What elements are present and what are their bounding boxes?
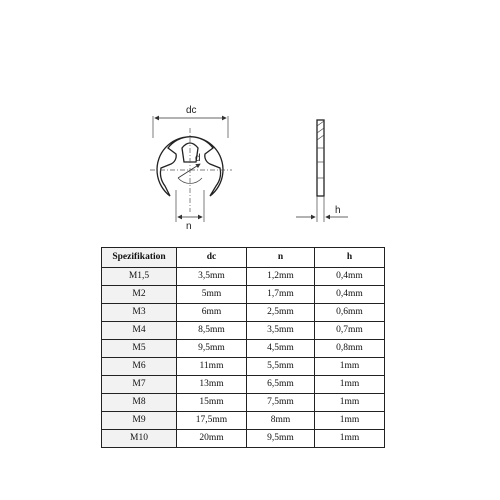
cell-h: 1mm	[315, 376, 385, 394]
cell-h: 1mm	[315, 412, 385, 430]
cell-spec: M5	[102, 340, 177, 358]
cell-dc: 15mm	[177, 394, 247, 412]
cell-spec: M9	[102, 412, 177, 430]
cell-dc: 13mm	[177, 376, 247, 394]
hatching-top	[317, 121, 324, 140]
e-clip-side-view	[296, 120, 348, 222]
cell-dc: 17,5mm	[177, 412, 247, 430]
header-h: h	[315, 248, 385, 268]
table-row	[102, 412, 385, 430]
cell-spec: M6	[102, 358, 177, 376]
cell-n: 8mm	[247, 412, 315, 430]
cell-h: 1mm	[315, 394, 385, 412]
cell-n: 9,5mm	[247, 430, 315, 448]
cell-dc: 3,5mm	[177, 268, 247, 286]
table-row	[102, 394, 385, 412]
cell-dc: 9,5mm	[177, 340, 247, 358]
cell-n: 5,5mm	[247, 358, 315, 376]
cell-spec: M8	[102, 394, 177, 412]
cell-dc: 8,5mm	[177, 322, 247, 340]
table-body	[102, 268, 385, 448]
cell-dc: 11mm	[177, 358, 247, 376]
cell-dc: 5mm	[177, 286, 247, 304]
cell-dc: 20mm	[177, 430, 247, 448]
table-row	[102, 376, 385, 394]
cell-spec: M4	[102, 322, 177, 340]
cell-n: 1,2mm	[247, 268, 315, 286]
cell-spec: M10	[102, 430, 177, 448]
d-label: d	[195, 153, 201, 164]
header-n: n	[247, 248, 315, 268]
table-header-row	[102, 248, 385, 268]
n-label: n	[186, 221, 192, 232]
cell-spec: M2	[102, 286, 177, 304]
cell-h: 0,4mm	[315, 268, 385, 286]
cell-h: 0,8mm	[315, 340, 385, 358]
table-row	[102, 286, 385, 304]
table-row	[102, 322, 385, 340]
table-row	[102, 268, 385, 286]
cell-n: 2,5mm	[247, 304, 315, 322]
table-row	[102, 358, 385, 376]
cell-h: 0,7mm	[315, 322, 385, 340]
dc-label: dc	[186, 105, 197, 116]
header-spezifikation: Spezifikation	[102, 248, 177, 268]
cell-h: 1mm	[315, 430, 385, 448]
cell-dc: 6mm	[177, 304, 247, 322]
header-dc: dc	[177, 248, 247, 268]
side-profile	[317, 120, 324, 196]
cell-n: 3,5mm	[247, 322, 315, 340]
cell-spec: M3	[102, 304, 177, 322]
e-clip-front-view	[150, 105, 232, 232]
cell-h: 1mm	[315, 358, 385, 376]
cell-spec: M1,5	[102, 268, 177, 286]
cell-n: 7,5mm	[247, 394, 315, 412]
e-clip-technical-drawing	[0, 0, 500, 240]
cell-n: 1,7mm	[247, 286, 315, 304]
cell-h: 0,4mm	[315, 286, 385, 304]
h-label: h	[335, 205, 341, 216]
table-row	[102, 304, 385, 322]
cell-spec: M7	[102, 376, 177, 394]
table-row	[102, 430, 385, 448]
cell-n: 4,5mm	[247, 340, 315, 358]
specification-table	[101, 247, 385, 448]
d-leader	[178, 164, 200, 178]
cell-h: 0,6mm	[315, 304, 385, 322]
cell-n: 6,5mm	[247, 376, 315, 394]
table-row	[102, 340, 385, 358]
